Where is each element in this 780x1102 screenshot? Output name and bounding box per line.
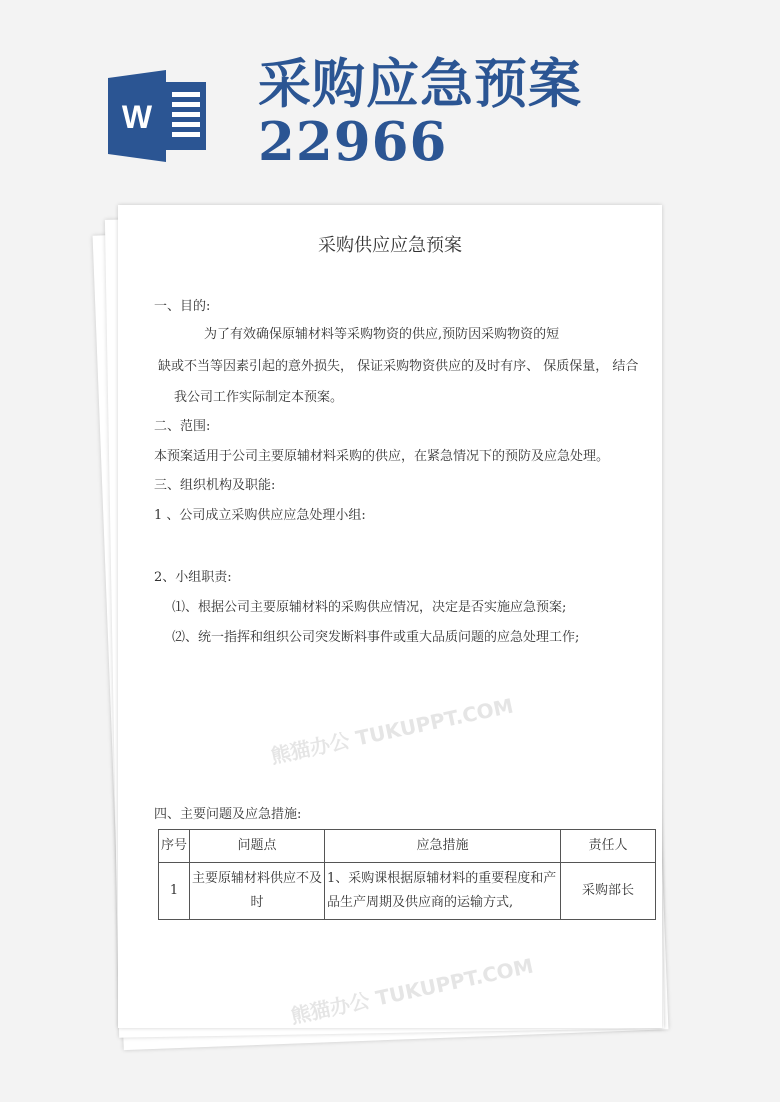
cell-measure: 1、采购课根据原辅材料的重要程度和产品生产周期及供应商的运输方式, bbox=[325, 863, 561, 920]
table-row bbox=[159, 863, 656, 920]
measures-table bbox=[158, 829, 656, 920]
document-heading: 采购供应应急预案 bbox=[318, 235, 462, 256]
section-heading: 三、组织机构及职能: bbox=[154, 478, 276, 493]
header-cell: 问题点 bbox=[190, 830, 325, 863]
section-heading: 一、目的: bbox=[154, 299, 211, 314]
paragraph-line: 我公司工作实际制定本预案。 bbox=[174, 390, 344, 405]
svg-text:W: W bbox=[121, 99, 153, 135]
cell-issue: 主要原辅材料供应不及时 bbox=[190, 863, 325, 920]
paragraph-line: ⑴、根据公司主要原辅材料的采购供应情况，决定是否实施应急预案; bbox=[172, 600, 567, 615]
paragraph-line: 缺或不当等因素引起的意外损失， 保证采购物资供应的及时有序、 保质保量， 结合 bbox=[158, 359, 639, 374]
watermark: 熊猫办公 TUKUPPT.COM bbox=[288, 953, 536, 1029]
word-icon bbox=[108, 70, 208, 162]
document-page bbox=[118, 205, 662, 1028]
section-heading: 二、范围: bbox=[154, 419, 211, 434]
cell-owner: 采购部长 bbox=[561, 863, 656, 920]
paragraph-line: 2、小组职责: bbox=[154, 570, 232, 585]
header-cell: 责任人 bbox=[561, 830, 656, 863]
table-header-row bbox=[159, 830, 656, 863]
watermark: 熊猫办公 TUKUPPT.COM bbox=[268, 693, 516, 769]
header-cell: 序号 bbox=[159, 830, 190, 863]
cell-no: 1 bbox=[159, 863, 190, 920]
header-cell: 应急措施 bbox=[325, 830, 561, 863]
page-title: 采购应急预案22966 bbox=[258, 53, 582, 173]
paragraph-line: 1 、公司成立采购供应应急处理小组: bbox=[154, 508, 366, 523]
paragraph-line: 本预案适用于公司主要原辅材料采购的供应，在紧急情况下的预防及应急处理。 bbox=[154, 449, 610, 464]
paragraph-line: ⑵、统一指挥和组织公司突发断料事件或重大品质问题的应急处理工作; bbox=[172, 630, 580, 645]
section-heading: 四、主要问题及应急措施: bbox=[154, 807, 302, 822]
paragraph-line: 为了有效确保原辅材料等采购物资的供应,预防因采购物资的短 bbox=[204, 327, 560, 342]
